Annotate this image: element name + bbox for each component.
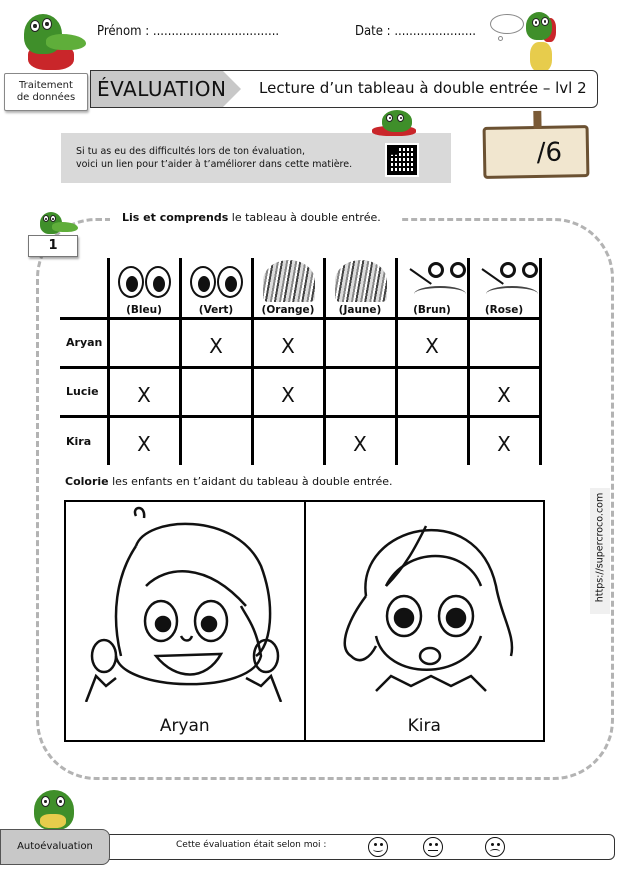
table-cell: X bbox=[108, 416, 180, 465]
exercise-instruction bbox=[122, 211, 381, 224]
picture-name: Kira bbox=[407, 716, 441, 736]
double-entry-table bbox=[60, 258, 542, 465]
page-title: Lecture d’un tableau à double entrée – lvl 2 bbox=[259, 79, 587, 97]
crocodile-number-mascot bbox=[36, 210, 80, 236]
evaluation-label: ÉVALUATION bbox=[97, 77, 227, 101]
face-arrow-icon bbox=[404, 260, 468, 302]
table-cell: X bbox=[252, 367, 324, 416]
table-cell bbox=[468, 318, 540, 367]
first-name-field[interactable]: Prénom : .................................. bbox=[97, 24, 280, 39]
score-value: /6 bbox=[536, 137, 563, 168]
theme-label bbox=[4, 73, 88, 111]
table-row bbox=[60, 367, 540, 416]
date-field[interactable]: Date : ...................... bbox=[355, 24, 477, 39]
column-header bbox=[180, 258, 252, 318]
table-cell: X bbox=[468, 416, 540, 465]
sign-post bbox=[533, 111, 541, 129]
instruction-rest: le tableau à double entrée. bbox=[228, 211, 381, 224]
column-label: (Brun) bbox=[413, 303, 451, 316]
row-label: Lucie bbox=[60, 367, 108, 416]
qr-code-icon[interactable] bbox=[385, 143, 419, 177]
picture-panel-kira[interactable] bbox=[304, 502, 544, 740]
crocodile-thinking-mascot bbox=[490, 8, 570, 74]
title-bar bbox=[90, 70, 598, 108]
table-cell bbox=[324, 367, 396, 416]
coloring-pictures bbox=[64, 500, 545, 742]
table-cell bbox=[180, 416, 252, 465]
corner-cell bbox=[60, 258, 108, 318]
column-label: (Jaune) bbox=[338, 303, 382, 316]
theme-line-1: Traitement bbox=[19, 80, 73, 91]
crocodile-mascot-top-left bbox=[10, 8, 90, 78]
table-row bbox=[60, 318, 540, 367]
column-label: (Bleu) bbox=[126, 303, 162, 316]
column-header bbox=[396, 258, 468, 318]
column-header bbox=[108, 258, 180, 318]
column-label: (Rose) bbox=[484, 303, 524, 316]
table-cell: X bbox=[180, 318, 252, 367]
color-instruction bbox=[65, 475, 393, 488]
exercise-number: 1 bbox=[28, 235, 78, 257]
theme-line-2: de données bbox=[16, 92, 76, 103]
hair-icon bbox=[335, 260, 387, 302]
table-cell bbox=[396, 367, 468, 416]
boy-face-icon bbox=[76, 506, 291, 702]
instruction-bold: Lis et comprends bbox=[122, 211, 229, 224]
table-cell: X bbox=[468, 367, 540, 416]
happy-smiley-icon[interactable] bbox=[368, 837, 388, 857]
column-label: (Vert) bbox=[198, 303, 234, 316]
table-row bbox=[60, 416, 540, 465]
neutral-smiley-icon[interactable] bbox=[423, 837, 443, 857]
column-label: (Orange) bbox=[261, 303, 315, 316]
column-header bbox=[252, 258, 324, 318]
eyes-icon bbox=[188, 260, 246, 302]
website-url[interactable] bbox=[590, 488, 610, 614]
table-cell bbox=[396, 416, 468, 465]
girl-face-icon bbox=[316, 506, 531, 702]
crocodile-footer-mascot bbox=[28, 786, 78, 832]
table-cell bbox=[252, 416, 324, 465]
table-cell bbox=[324, 318, 396, 367]
picture-name: Aryan bbox=[159, 716, 210, 736]
help-line-1: Si tu as eu des difficultés lors de ton évaluation, bbox=[76, 146, 306, 157]
crocodile-peeking-mascot bbox=[370, 108, 420, 138]
column-header bbox=[468, 258, 540, 318]
row-label: Kira bbox=[60, 416, 108, 465]
table-header-row bbox=[60, 258, 540, 318]
help-line-2: voici un lien pour t’aider à t’améliorer dans cette matière. bbox=[76, 159, 353, 170]
face-arrow-icon bbox=[476, 260, 540, 302]
self-evaluation-question: Cette évaluation était selon moi : bbox=[176, 840, 327, 850]
table-cell: X bbox=[324, 416, 396, 465]
color-instruction-bold: Colorie bbox=[65, 475, 109, 488]
url-text: https://supercroco.com bbox=[594, 492, 606, 603]
score-sign bbox=[483, 125, 590, 179]
table-cell: X bbox=[396, 318, 468, 367]
table-cell bbox=[180, 367, 252, 416]
help-text bbox=[76, 145, 352, 171]
table-cell: X bbox=[252, 318, 324, 367]
hair-icon bbox=[263, 260, 315, 302]
color-instruction-rest: les enfants en t’aidant du tableau à double entrée. bbox=[108, 475, 393, 488]
picture-panel-aryan[interactable] bbox=[66, 502, 304, 740]
sad-smiley-icon[interactable] bbox=[485, 837, 505, 857]
self-evaluation-tab: Autoévaluation bbox=[0, 829, 110, 865]
row-label: Aryan bbox=[60, 318, 108, 367]
table-cell: X bbox=[108, 367, 180, 416]
column-header bbox=[324, 258, 396, 318]
table-cell bbox=[108, 318, 180, 367]
eyes-icon bbox=[116, 260, 174, 302]
